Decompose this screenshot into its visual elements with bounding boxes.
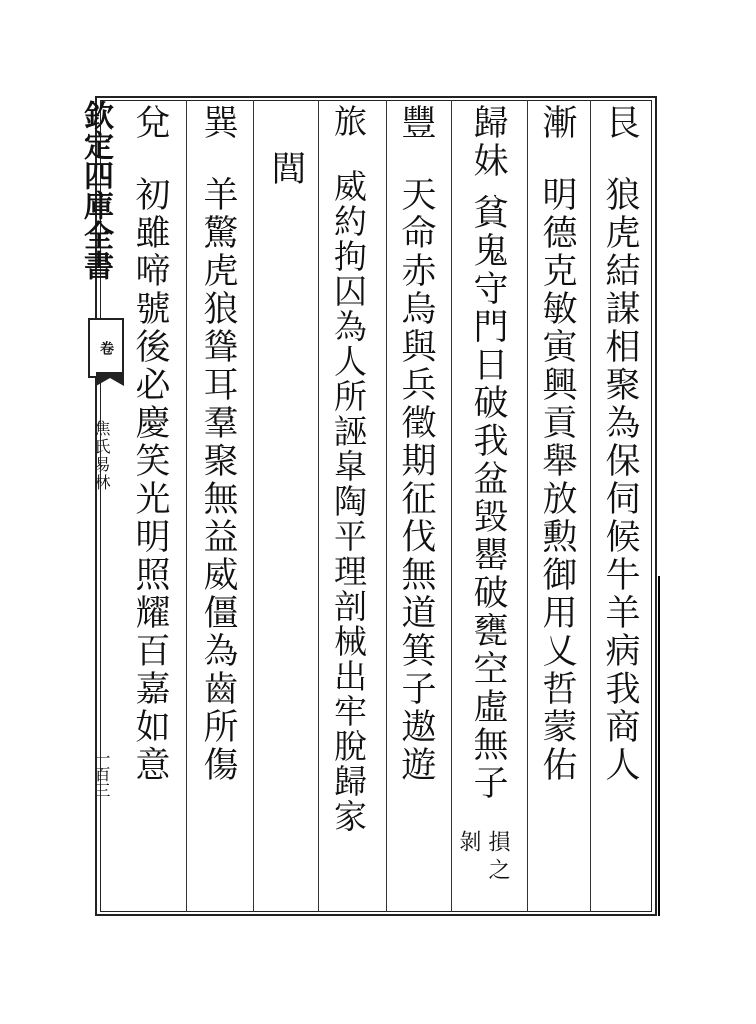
book-title: 焦氏易林 [92, 420, 111, 492]
column-divider [318, 100, 319, 912]
page-number: 一百三 [92, 750, 111, 798]
column-lv [330, 104, 366, 834]
hexagram-name: 艮 [600, 104, 640, 142]
column-divider [590, 100, 591, 912]
verse-text: 威約拘囚為人所誣皐陶平理剖械出牢脫歸家 [329, 169, 368, 834]
verse-text: 狼虎結謀相聚為保伺候牛羊病我商人 [600, 176, 640, 784]
column-gen [600, 104, 640, 784]
annotation-note: 損之 [485, 830, 510, 886]
hexagram-name: 旅 [329, 104, 368, 139]
column-divider [253, 100, 254, 912]
column-feng [396, 104, 436, 784]
verse-text: 天命赤烏與兵徵期征伐無道箕子遨遊 [396, 176, 436, 784]
verse-text: 羊驚虎狼聳耳羣聚無益威僵為齒所傷 [198, 176, 238, 784]
verse-text: 貧鬼守門日破我盆毀罌破甕空虛無子 [468, 194, 508, 802]
verse-text: 明德克敏寅興貢舉放勲御用乂哲蒙佑 [537, 176, 577, 784]
column-divider [451, 100, 452, 912]
hexagram-name: 豐 [396, 104, 436, 142]
collection-title: 欽定四庫全書 [78, 100, 113, 280]
column-jian [537, 104, 577, 784]
column-divider [527, 100, 528, 912]
hexagram-name: 巽 [198, 104, 238, 142]
fishtail-icon [96, 372, 124, 386]
column-dui [130, 104, 170, 784]
hexagram-name: 漸 [537, 104, 577, 142]
hexagram-name: 兌 [130, 104, 170, 142]
column-xun [198, 104, 238, 784]
column-guimei [468, 104, 508, 802]
section-heading: 閭 [266, 150, 306, 188]
volume-label: 卷 [88, 318, 124, 378]
column-divider [386, 100, 387, 912]
column-divider [186, 100, 187, 912]
column-heading [266, 150, 306, 188]
scan-edge [658, 576, 660, 916]
verse-text: 初雖啼號後必慶笑光明照耀百嘉如意 [130, 176, 170, 784]
annotation-note: 剝 [456, 830, 481, 858]
hexagram-name: 歸妹 [468, 104, 508, 180]
